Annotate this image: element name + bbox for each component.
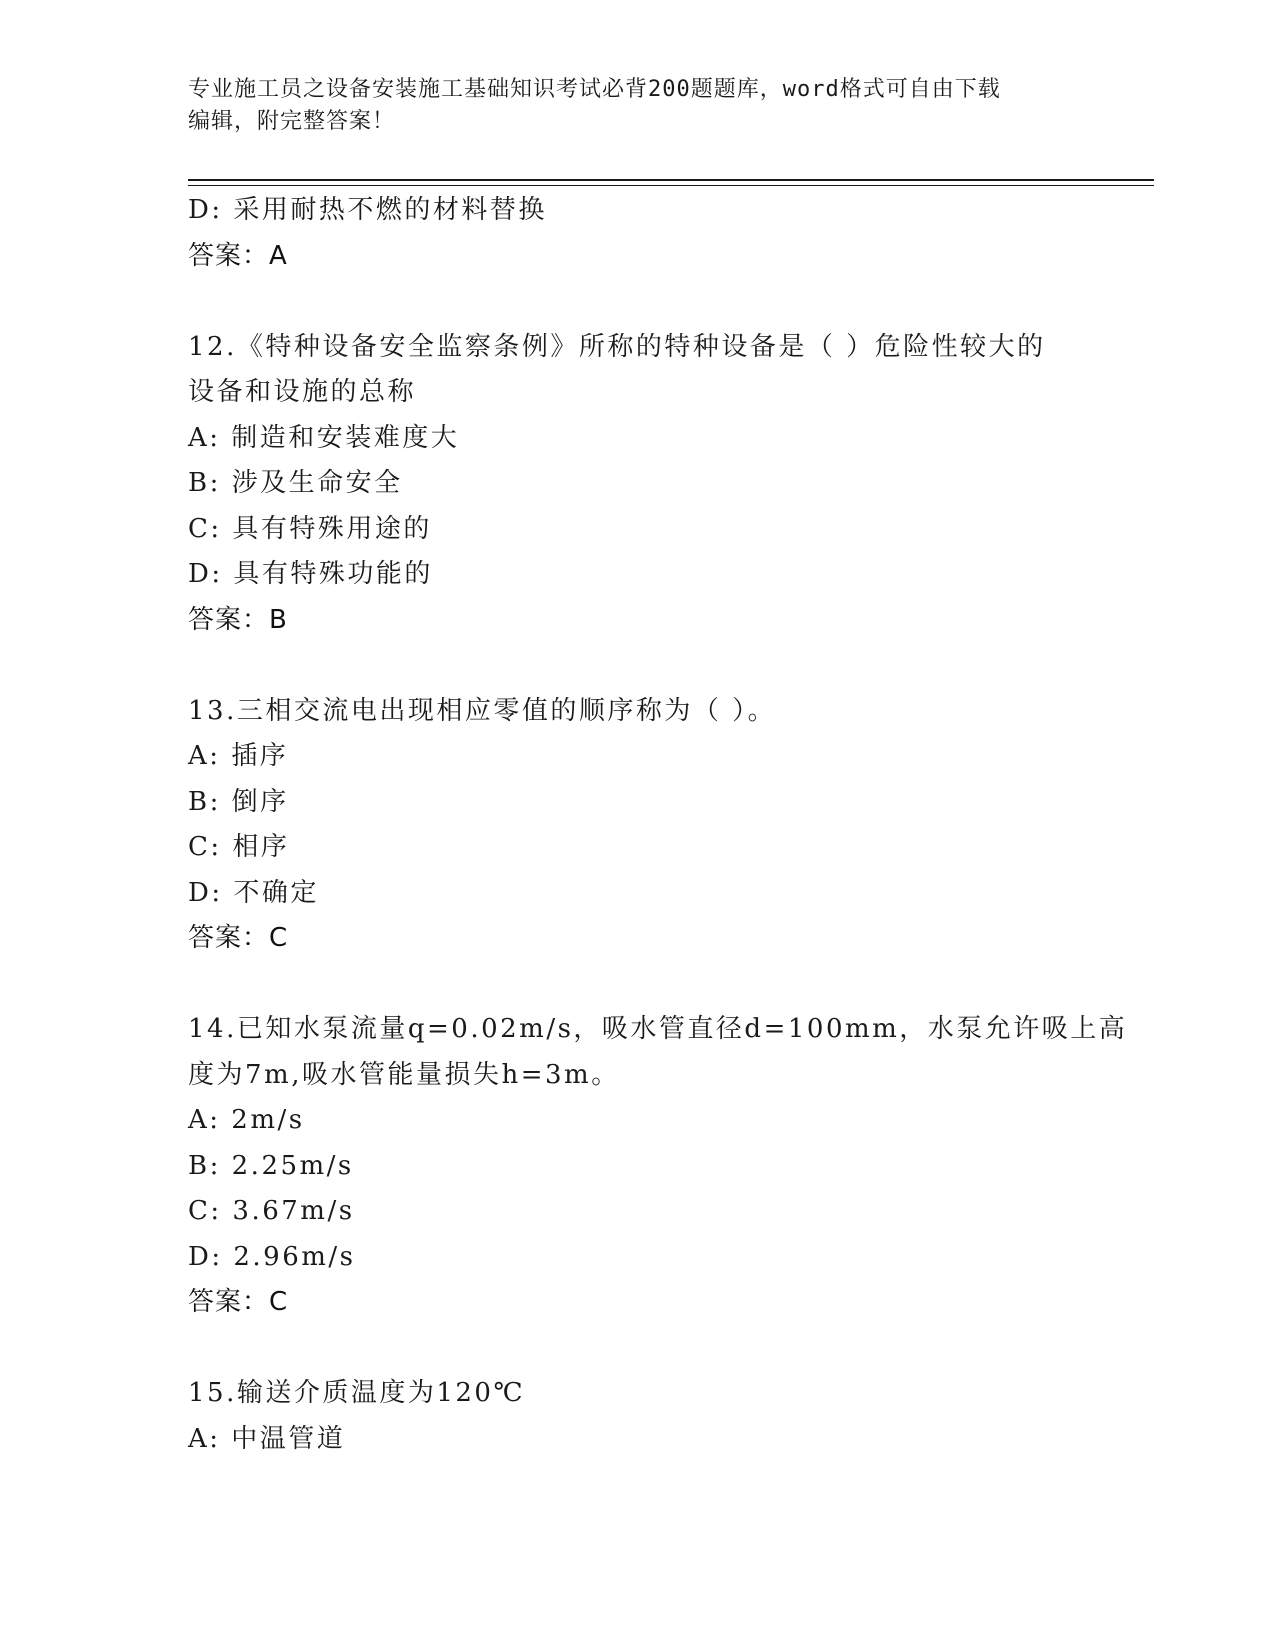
q11-option-d: D: 采用耐热不燃的材料替换 bbox=[188, 195, 547, 225]
question-15 bbox=[188, 1371, 1088, 1462]
q13-option-d: D: 不确定 bbox=[188, 877, 319, 908]
q11-answer: 答案：A bbox=[188, 240, 288, 271]
question-14 bbox=[188, 1007, 1128, 1326]
q14-answer: 答案：C bbox=[188, 1287, 289, 1317]
header-line-1: 专业施工员之设备安装施工基础知识考试必背200题题库，word格式可自由下载 bbox=[188, 77, 1001, 102]
q12-answer: 答案：B bbox=[188, 604, 288, 635]
q13-option-b: B: 倒序 bbox=[188, 786, 289, 817]
q12-stem-line-2: 设备和设施的总称 bbox=[188, 377, 417, 407]
q15-option-a: A: 中温管道 bbox=[188, 1423, 346, 1454]
q12-option-d: D: 具有特殊功能的 bbox=[188, 559, 433, 589]
q15-stem-line-1: 15.输送介质温度为120℃ bbox=[188, 1378, 526, 1408]
q12-option-a: A: 制造和安装难度大 bbox=[188, 422, 460, 453]
q14-stem-line-2: 度为7m,吸水管能量损失h=3m。 bbox=[188, 1059, 620, 1090]
spacer bbox=[188, 643, 1088, 689]
q14-stem-line-1: 14.已知水泵流量q=0.02m/s，吸水管直径d=100mm，水泵允许吸上高 bbox=[188, 1014, 1128, 1044]
spacer bbox=[188, 1326, 1088, 1372]
question-12 bbox=[188, 325, 1088, 644]
question-list bbox=[188, 188, 1128, 1462]
spacer bbox=[188, 279, 1088, 325]
q12-option-c: C: 具有特殊用途的 bbox=[188, 513, 432, 544]
q13-answer: 答案：C bbox=[188, 923, 289, 953]
header-line-2: 编辑，附完整答案！ bbox=[188, 109, 396, 134]
spacer bbox=[188, 962, 1088, 1008]
page-header bbox=[188, 74, 1078, 138]
q14-option-c: C: 3.67m/s bbox=[188, 1196, 355, 1226]
q14-option-d: D: 2.96m/s bbox=[188, 1241, 356, 1272]
question-13 bbox=[188, 689, 1088, 962]
q13-option-a: A: 插序 bbox=[188, 741, 289, 771]
q14-option-b: B: 2.25m/s bbox=[188, 1150, 354, 1181]
q13-option-c: C: 相序 bbox=[188, 832, 290, 862]
q12-stem-line-1: 12.《特种设备安全监察条例》所称的特种设备是（ ）危险性较大的 bbox=[188, 331, 1046, 362]
header-divider-thin bbox=[188, 185, 1154, 186]
q14-option-a: A: 2m/s bbox=[188, 1105, 305, 1135]
header-divider-thick bbox=[188, 179, 1154, 181]
q12-option-b: B: 涉及生命安全 bbox=[188, 468, 403, 498]
q13-stem-line-1: 13.三相交流电出现相应零值的顺序称为（ ）。 bbox=[188, 695, 777, 726]
